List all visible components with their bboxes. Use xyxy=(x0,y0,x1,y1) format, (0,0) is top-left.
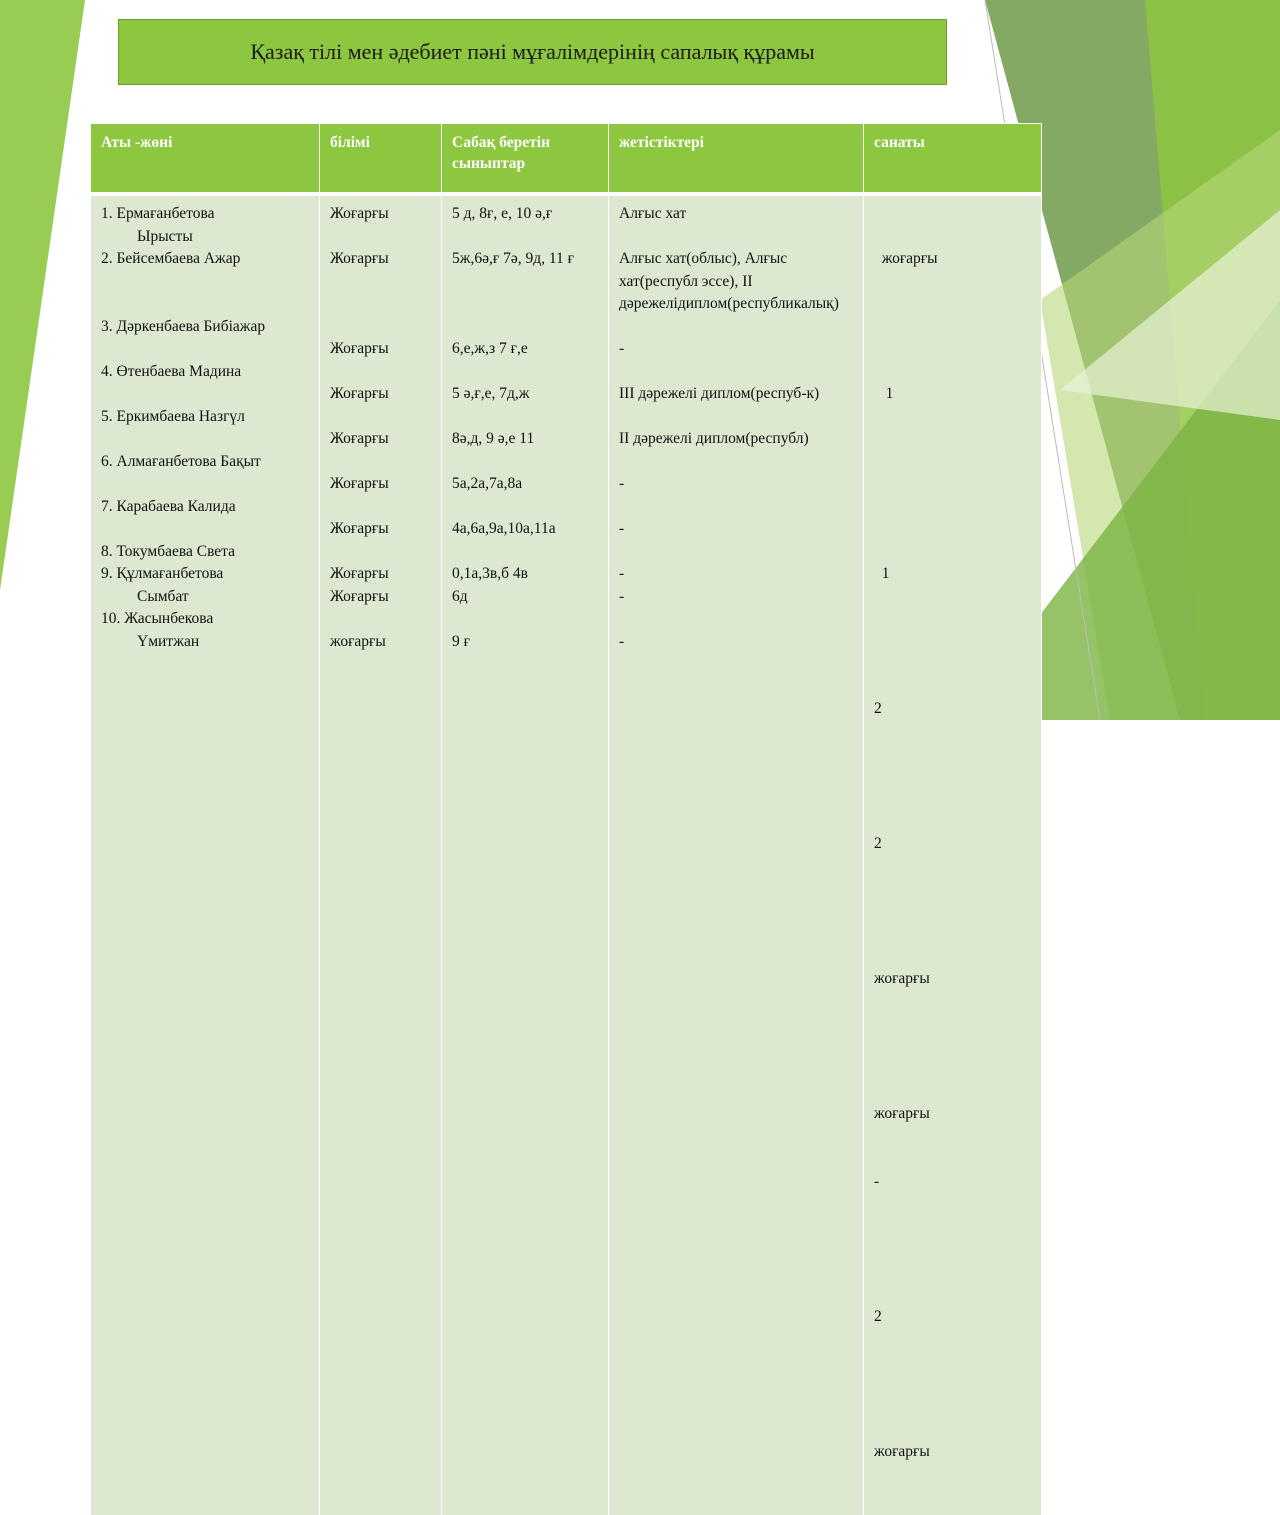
teacher-name: 6. Алмағанбетова Бақыт xyxy=(101,452,261,470)
classes-value: 5 ә,ғ,е, 7д,ж xyxy=(452,385,530,402)
teacher-name: 7. Карабаева Калида xyxy=(101,497,236,515)
teacher-name: 9. Құлмағанбетова xyxy=(101,565,224,582)
teacher-name: 4. Өтенбаева Мадина xyxy=(101,362,242,380)
achievements-cell xyxy=(609,194,864,1515)
classes-value: 5а,2а,7а,8а xyxy=(452,475,523,492)
category-value: 1 xyxy=(874,385,894,402)
classes-value: 8ә,д, 9 ә,е 11 xyxy=(452,430,535,447)
teacher-name: 5. Еркимбаева Назгүл xyxy=(101,407,245,425)
classes-value: 6,е,ж,з 7 ғ,е xyxy=(452,340,528,357)
achievement-value: - xyxy=(619,587,625,605)
header-achievements: жетістіктері xyxy=(609,124,864,195)
achievement-value: - xyxy=(619,520,625,537)
teacher-name-cont: Үмитжан xyxy=(137,632,200,650)
education-value: Жоғарғы xyxy=(330,430,389,447)
teacher-name: 3. Дәркенбаева Бибіажар xyxy=(101,317,266,335)
category-value: 2 xyxy=(874,1307,882,1325)
achievement-value: - xyxy=(619,565,625,582)
header-name: Аты -жөні xyxy=(91,124,320,195)
achievement-value: - xyxy=(619,475,625,492)
classes-value: 9 ғ xyxy=(452,632,470,650)
classes-value: 0,1а,3в,б 4в xyxy=(452,565,528,582)
education-value: Жоғарғы xyxy=(330,250,389,267)
category-value: жоғарғы xyxy=(874,250,938,267)
classes-value: 6д xyxy=(452,587,468,605)
achievement-value: Алғыс хат xyxy=(619,205,687,222)
classes-cell xyxy=(442,194,609,1515)
table-body-row xyxy=(91,194,1042,1515)
classes-value: 5ж,6ә,ғ 7ә, 9д, 11 ғ xyxy=(452,250,574,267)
header-category: санаты xyxy=(864,124,1042,195)
teachers-table xyxy=(90,123,1042,1515)
education-value: жоғарғы xyxy=(330,632,386,650)
education-value: Жоғарғы xyxy=(330,340,389,357)
education-value: Жоғарғы xyxy=(330,475,389,492)
category-value: - xyxy=(874,1172,880,1190)
education-value: Жоғарғы xyxy=(330,520,389,537)
education-value: Жоғарғы xyxy=(330,565,389,582)
teacher-name-cont: Ырысты xyxy=(137,227,193,245)
classes-value: 5 д, 8ғ, е, 10 ә,ғ xyxy=(452,205,553,222)
category-value: 2 xyxy=(874,700,882,717)
category-value: 2 xyxy=(874,835,882,852)
slide-title: Қазақ тілі мен әдебиет пәні мұғалімдерінің сапалық құрамы xyxy=(118,19,947,85)
teacher-name: 2. Бейсембаева Ажар xyxy=(101,250,241,267)
header-education: білімі xyxy=(320,124,442,195)
table-header-row xyxy=(91,124,1042,195)
education-cell xyxy=(320,194,442,1515)
education-value: Жоғарғы xyxy=(330,205,389,222)
left-wedge-shape xyxy=(0,0,85,590)
names-cell xyxy=(91,194,320,1515)
education-value: Жоғарғы xyxy=(330,587,389,605)
education-value: Жоғарғы xyxy=(330,385,389,402)
classes-value: 4а,6а,9а,10а,11а xyxy=(452,520,556,537)
achievement-value: ІІІ дәрежелі диплом(респуб-к) xyxy=(619,385,820,402)
category-value: жоғарғы xyxy=(874,1105,930,1122)
teacher-name: 8. Токумбаева Света xyxy=(101,542,236,560)
teacher-name: 10. Жасынбекова xyxy=(101,610,214,627)
teacher-name-cont: Сымбат xyxy=(137,587,189,605)
achievement-value: ІІ дәрежелі диплом(республ) xyxy=(619,430,809,447)
achievement-value: - xyxy=(619,340,625,357)
category-cell xyxy=(864,194,1042,1515)
category-value: жоғарғы xyxy=(874,1442,930,1460)
achievement-value: - xyxy=(619,632,625,650)
category-value: 1 xyxy=(874,565,890,582)
teacher-name: 1. Ермағанбетова xyxy=(101,205,215,222)
achievement-value: Алғыс хат(облыс), Алғыс хат(республ эссе), ІІ дәрежелідиплом(республикалық) xyxy=(619,250,839,312)
header-classes: Сабақ беретін сыныптар xyxy=(442,124,609,195)
category-value: жоғарғы xyxy=(874,970,930,987)
